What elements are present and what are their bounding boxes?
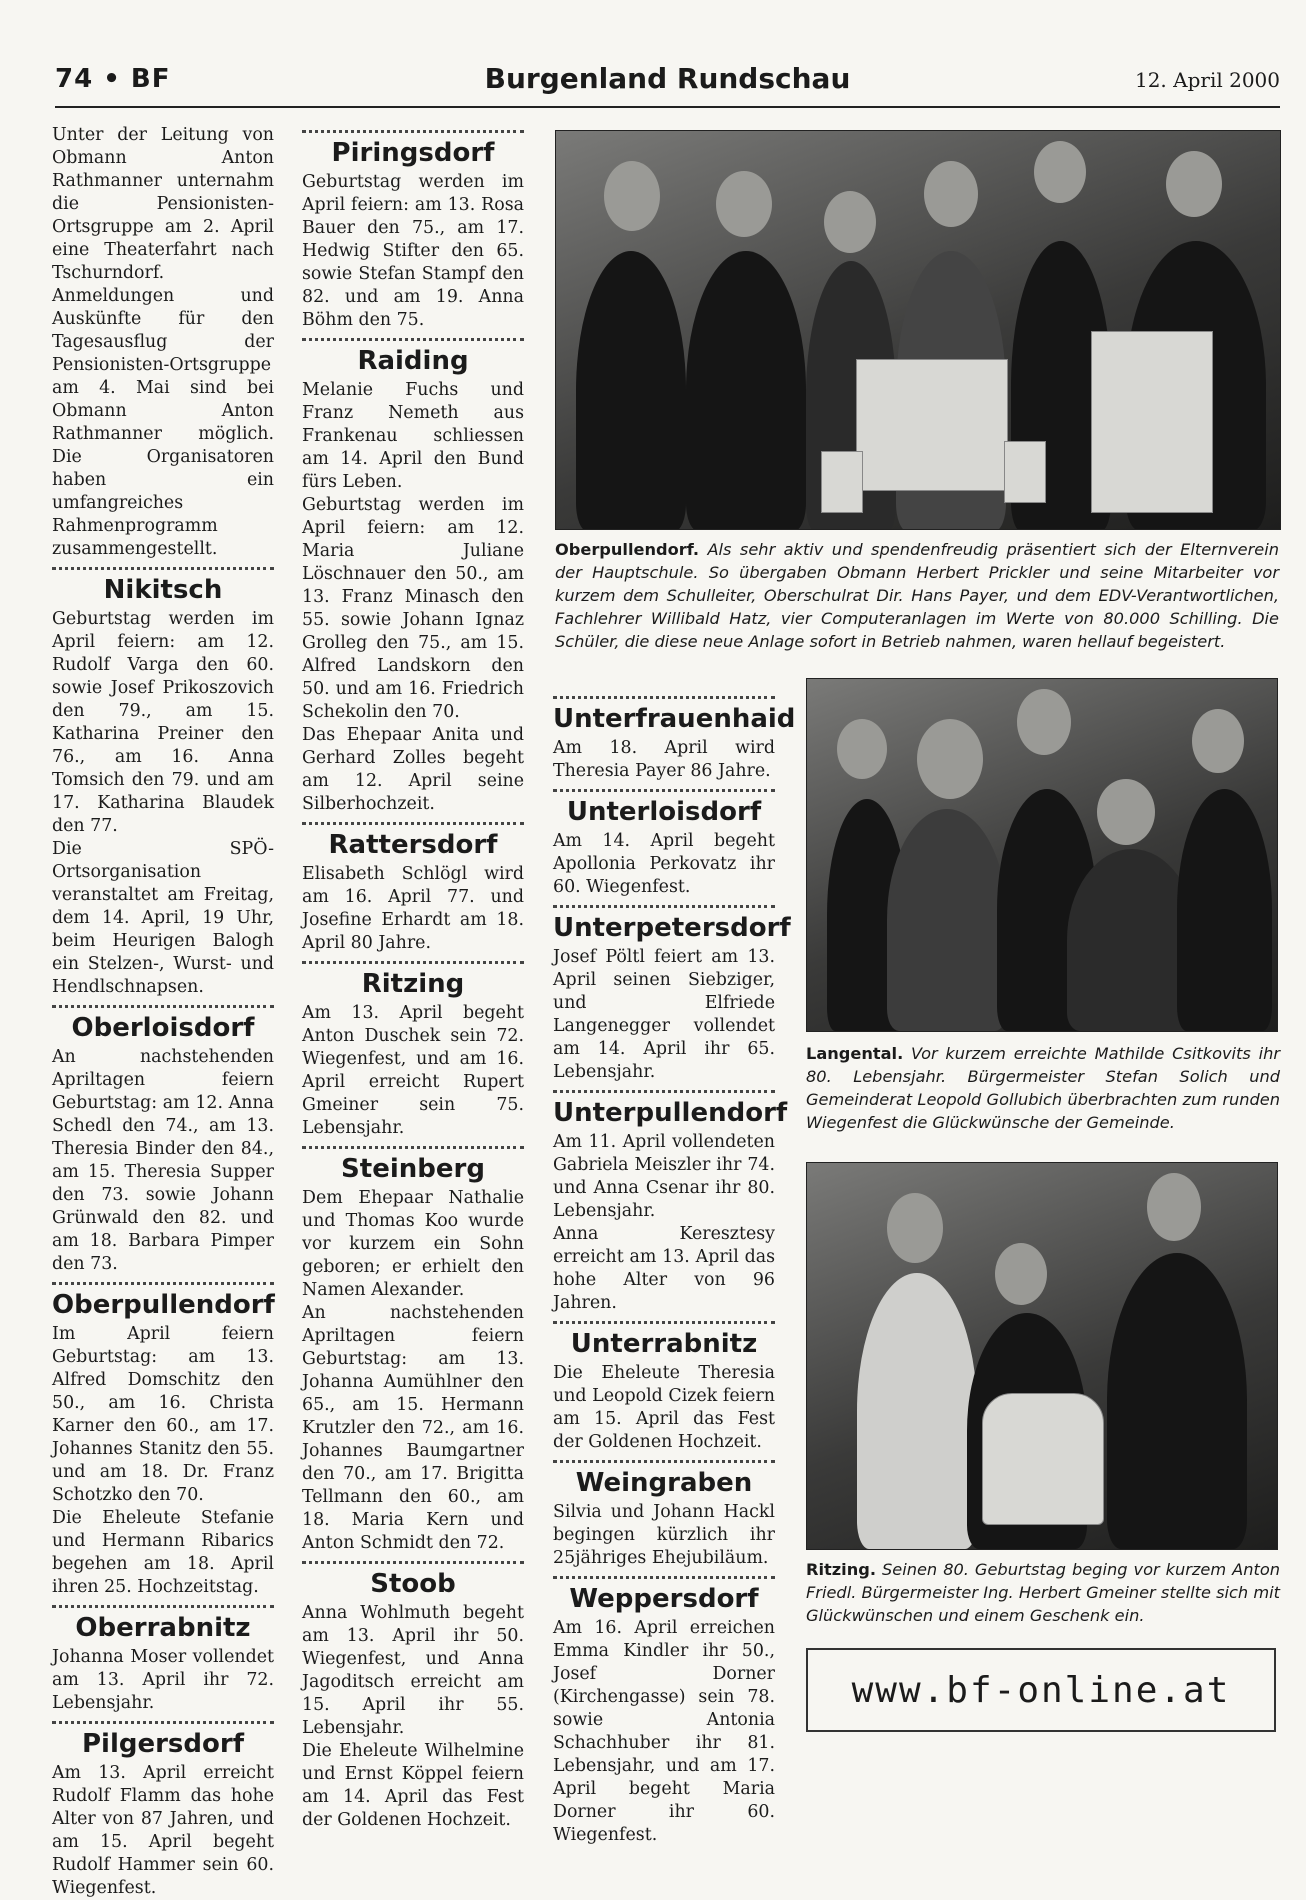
article-paragraph: Johanna Moser vollendet am 13. April ihr 72. Lebensjahr. — [52, 1647, 274, 1713]
article-section — [302, 1561, 524, 1832]
dotted-separator — [302, 1561, 524, 1564]
article-paragraph: Am 14. April begeht Apollonia Perkovatz ihr 60. Wiegenfest. — [553, 831, 775, 897]
dotted-separator — [52, 1005, 274, 1008]
caption-text: Seinen 80. Geburtstag beging vor kurzem Anton Friedl. Bürgermeister Ing. Herbert Gmeiner stellte sich mit Glückwünschen und einem Geschenk ein. — [806, 1560, 1280, 1625]
article-paragraph: Geburtstag werden im April feiern: am 12. Rudolf Varga den 60. sowie Josef Prikoszovich den 79., am 15. Katharina Preiner den 76., am 16. Anna Tomsich den 79. und am 17. Katharina Blaudek den 77. — [52, 609, 274, 836]
village-heading: Nikitsch — [103, 575, 223, 605]
article-paragraph: Geburtstag werden im April feiern: am 12. Maria Juliane Löschnauer den 50., am 13. Franz Minasch den 55. sowie Johann Ignaz Grolleg den 75., am 15. Alfred Landskorn den 50. und am 16. Friedrich Schekolin den 70. — [302, 495, 524, 722]
article-section — [553, 1576, 775, 1847]
article-section — [52, 124, 274, 561]
village-heading: Unterpetersdorf — [553, 913, 791, 943]
article-paragraph: Anna Wohlmuth begeht am 13. April ihr 50. Wiegenfest, und Anna Jagoditsch erreicht am 15. April ihr 55. Lebensjahr. — [302, 1603, 524, 1738]
article-section — [553, 696, 796, 783]
dotted-separator — [302, 822, 524, 825]
article-paragraph: Am 18. April wird Theresia Payer 86 Jahre. — [553, 738, 775, 781]
village-heading: Raiding — [357, 346, 469, 376]
caption-photo-1 — [555, 538, 1279, 653]
caption-text: Als sehr aktiv und spendenfreudig präsentiert sich der Elternverein der Hauptschule. So übergaben Obmann Herbert Prickler und seine Mitarbeiter vor kurzem dem Schulleiter, Oberschulrat Dir. Hans Payer, und dem EDV-Verantwortlichen, Fachlehrer Willibald Hatz, vier Computeranlagen im Werte von 80.000 Schilling. Die Schüler, die diese neue Anlage sofort in Betrieb nahmen, waren hellauf begeistert. — [555, 540, 1279, 651]
article-section — [52, 1721, 274, 1900]
article-section — [302, 1146, 524, 1555]
article-section — [553, 1460, 775, 1570]
article-section — [52, 1005, 274, 1276]
village-heading: Unterfrauenhaid — [553, 704, 796, 734]
article-paragraph: Das Ehepaar Anita und Gerhard Zolles begeht am 12. April seine Silberhochzeit. — [302, 725, 524, 814]
article-paragraph: An nachstehenden Apriltagen feiern Geburtstag: am 13. Johanna Aumühlner den 65., am 15. Hermann Krutzler den 72., am 16. Johannes Baumgartner den 70., am 17. Brigitta Tellmann den 60., am 18. Maria Kern und Anton Schmidt den 72. — [302, 1303, 524, 1553]
caption-text: Vor kurzem erreichte Mathilde Csitkovits ihr 80. Lebensjahr. Bürgermeister Stefan Solich und Gemeinderat Leopold Gollubich überbrachten zum runden Wiegenfest die Glückwünsche der Gemeinde. — [806, 1044, 1280, 1132]
article-paragraph: Elisabeth Schlögl wird am 16. April 77. und Josefine Erhardt am 18. April 80 Jahre. — [302, 864, 524, 953]
caption-place: Oberpullendorf. — [555, 540, 700, 559]
caption-place: Langental. — [806, 1044, 904, 1063]
article-paragraph: Die SPÖ-Ortsorganisation veranstaltet am Freitag, dem 14. April, 19 Uhr, beim Heurigen Balogh ein Stelzen-, Wurst- und Hendlschnapsen. — [52, 839, 274, 997]
website-box — [806, 1648, 1276, 1732]
photo-oberpullendorf — [555, 130, 1281, 530]
photo-langental — [806, 678, 1278, 1032]
article-paragraph: Anmeldungen und Auskünfte für den Tagesausflug der Pensionisten-Ortsgruppe am 4. Mai sind bei Obmann Anton Rathmanner möglich. Die Organisatoren haben ein umfangreiches Rahmenprogramm zusammengestellt. — [52, 286, 274, 559]
village-heading: Unterloisdorf — [566, 797, 762, 827]
dotted-separator — [553, 1460, 775, 1463]
photo-ritzing — [806, 1162, 1278, 1550]
dotted-separator — [302, 130, 524, 133]
village-heading: Unterrabnitz — [570, 1329, 758, 1359]
village-heading: Oberrabnitz — [75, 1613, 251, 1643]
article-section — [553, 789, 775, 899]
dotted-separator — [302, 961, 524, 964]
caption-place: Ritzing. — [806, 1560, 876, 1579]
caption-photo-3 — [806, 1558, 1280, 1627]
article-paragraph: Josef Pöltl feiert am 13. April seinen Siebziger, und Elfriede Langenegger vollendet am 14. April ihr 65. Lebensjahr. — [553, 947, 775, 1082]
article-paragraph: Geburtstag werden im April feiern: am 13. Rosa Bauer den 75., am 17. Hedwig Stifter den 65. sowie Stefan Stampf den 82. und am 19. Anna Böhm den 75. — [302, 172, 524, 330]
article-paragraph: Melanie Fuchs und Franz Nemeth aus Frankenau schliessen am 14. April den Bund fürs Leben. — [302, 380, 524, 492]
article-paragraph: Am 11. April vollendeten Gabriela Meiszler ihr 74. und Anna Csenar ihr 80. Lebensjahr. — [553, 1132, 775, 1221]
dotted-separator — [52, 567, 274, 570]
article-section — [302, 130, 524, 332]
village-heading: Oberpullendorf — [52, 1290, 275, 1320]
caption-photo-2 — [806, 1042, 1280, 1134]
village-heading: Stoob — [370, 1569, 456, 1599]
dotted-separator — [553, 905, 775, 908]
article-section — [52, 1605, 274, 1715]
article-paragraph: Die Eheleute Wilhelmine und Ernst Köppel feiern am 14. April das Fest der Goldenen Hochzeit. — [302, 1741, 524, 1830]
column-2 — [302, 124, 524, 1832]
column-3 — [553, 690, 796, 1847]
village-heading: Weingraben — [575, 1468, 753, 1498]
article-section — [553, 1321, 775, 1454]
dotted-separator — [52, 1282, 274, 1285]
village-heading: Unterpullendorf — [553, 1098, 788, 1128]
village-heading: Steinberg — [341, 1154, 485, 1184]
page-header — [55, 62, 1280, 108]
page-number: 74 • BF — [55, 64, 171, 94]
article-paragraph: Am 16. April erreichen Emma Kindler ihr 50., Josef Dorner (Kirchengasse) sein 78. sowie Antonia Schachhuber ihr 81. Lebensjahr, und am 17. April begeht Maria Dorner ihr 60. Wiegenfest. — [553, 1618, 775, 1845]
article-section — [302, 822, 524, 955]
dotted-separator — [553, 1090, 775, 1093]
dotted-separator — [302, 338, 524, 341]
village-heading: Oberloisdorf — [71, 1013, 255, 1043]
article-section — [52, 567, 274, 999]
dotted-separator — [553, 1321, 775, 1324]
article-section — [52, 1282, 274, 1599]
article-paragraph: Anna Keresztesy erreicht am 13. April das hohe Alter von 96 Jahren. — [553, 1224, 775, 1313]
dotted-separator — [52, 1721, 274, 1724]
article-section — [553, 905, 791, 1084]
dotted-separator — [52, 1605, 274, 1608]
article-paragraph: Am 13. April begeht Anton Duschek sein 72. Wiegenfest, und am 16. April erreicht Rupert Gmeiner sein 75. Lebensjahr. — [302, 1003, 524, 1138]
article-section — [302, 338, 524, 816]
village-heading: Weppersdorf — [569, 1584, 759, 1614]
article-paragraph: An nachstehenden Apriltagen feiern Geburtstag: am 12. Anna Schedl den 74., am 13. Theresia Binder den 84., am 15. Theresia Supper den 73. sowie Johann Grünwald den 82. und am 18. Barbara Pimper den 73. — [52, 1047, 274, 1274]
dotted-separator — [553, 1576, 775, 1579]
article-paragraph: Unter der Leitung von Obmann Anton Rathmanner unternahm die Pensionisten-Ortsgruppe am 2. April eine Theaterfahrt nach Tschurndorf. — [52, 125, 274, 283]
issue-date: 12. April 2000 — [1134, 68, 1280, 92]
article-paragraph: Im April feiern Geburtstag: am 13. Alfred Domschitz den 50., am 16. Christa Karner den 60., am 17. Johannes Stanitz den 55. und am 18. Dr. Franz Schotzko den 70. — [52, 1324, 274, 1505]
column-1 — [52, 124, 274, 1900]
village-heading: Rattersdorf — [328, 830, 498, 860]
article-section — [302, 961, 524, 1140]
article-paragraph: Silvia und Johann Hackl begingen kürzlich ihr 25jähriges Ehejubiläum. — [553, 1502, 775, 1568]
dotted-separator — [553, 696, 775, 699]
newspaper-title: Burgenland Rundschau — [484, 62, 851, 95]
website-url: www.bf-online.at — [851, 1669, 1231, 1711]
article-paragraph: Am 13. April erreicht Rudolf Flamm das hohe Alter von 87 Jahren, und am 15. April begeht Rudolf Hammer sein 60. Wiegenfest. — [52, 1763, 274, 1898]
article-paragraph: Dem Ehepaar Nathalie und Thomas Koo wurde vor kurzem ein Sohn geboren; er erhielt den Namen Alexander. — [302, 1188, 524, 1300]
article-paragraph: Die Eheleute Theresia und Leopold Cizek feiern am 15. April das Fest der Goldenen Hochzeit. — [553, 1363, 775, 1452]
village-heading: Piringsdorf — [331, 138, 495, 168]
village-heading: Pilgersdorf — [81, 1729, 245, 1759]
article-paragraph: Die Eheleute Stefanie und Hermann Ribarics begehen am 18. April ihren 25. Hochzeitstag. — [52, 1508, 274, 1597]
dotted-separator — [553, 789, 775, 792]
article-section — [553, 1090, 788, 1315]
dotted-separator — [302, 1146, 524, 1149]
village-heading: Ritzing — [361, 969, 465, 999]
